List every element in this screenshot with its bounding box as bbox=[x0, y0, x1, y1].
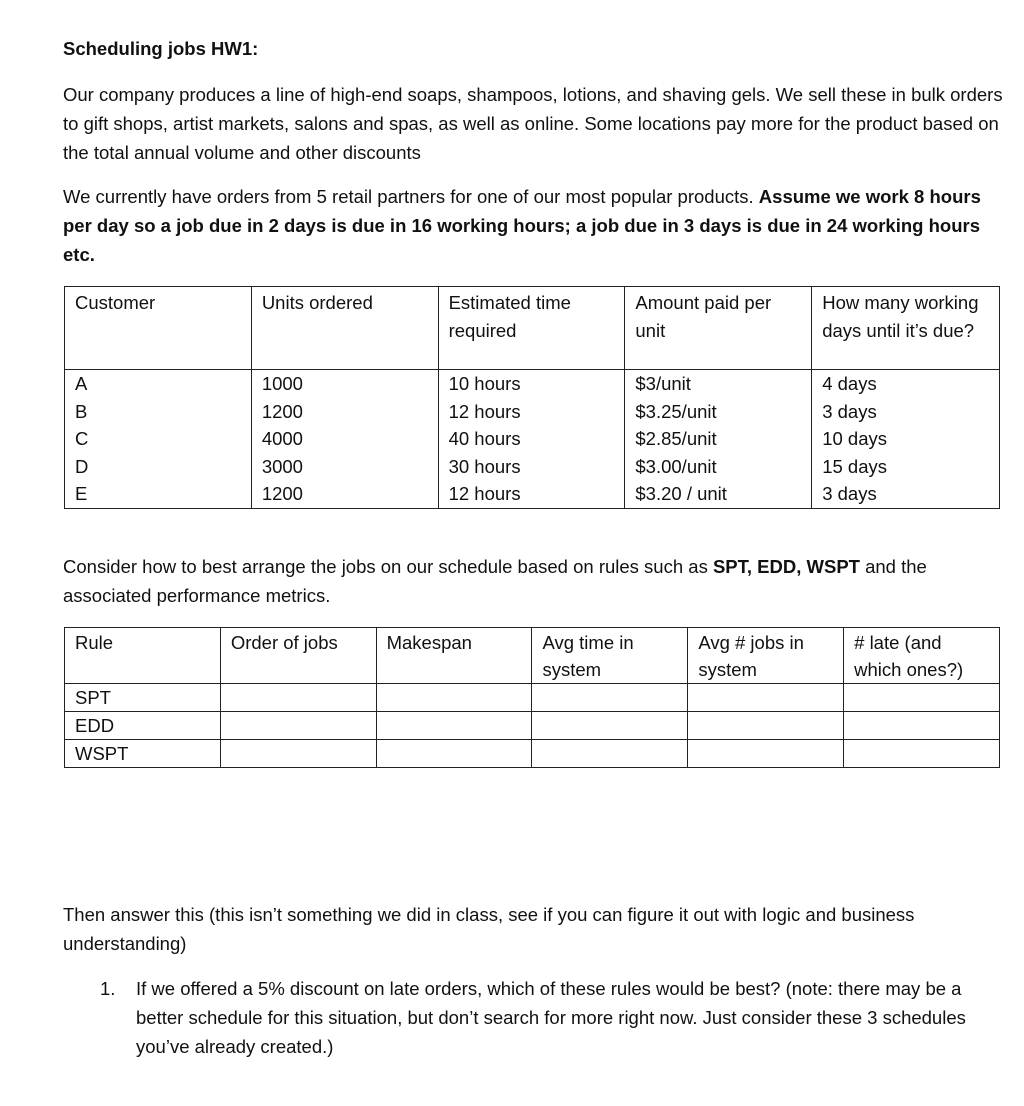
table-row bbox=[65, 425, 1000, 453]
question-text: If we offered a 5% discount on late orders, which of these rules would be best? (note: there may be a better schedule for this situation, but don’t search for more right now. Just consider these 3 schedules you’ve already created.) bbox=[136, 978, 966, 1057]
table-row bbox=[65, 740, 1000, 768]
header-late: # late (and which ones?) bbox=[844, 628, 1000, 684]
table-row bbox=[65, 684, 1000, 712]
orders-intro-bold-text: Assume we work 8 hours per day so a job due in 2 days is due in 16 working hours; a job due in 3 days is due in 24 working hours etc. bbox=[63, 186, 981, 265]
cell-due: 3 days bbox=[812, 398, 1000, 426]
followup-paragraph: Then answer this (this isn’t something we did in class, see if you can figure it out with logic and business understanding) bbox=[63, 904, 915, 954]
header-days-until-due: How many working days until it’s due? bbox=[812, 287, 1000, 370]
header-amount-paid: Amount paid per unit bbox=[625, 287, 812, 370]
cell-empty[interactable] bbox=[532, 740, 688, 768]
cell-empty[interactable] bbox=[376, 684, 532, 712]
cell-units: 1200 bbox=[251, 480, 438, 508]
cell-price: $2.85/unit bbox=[625, 425, 812, 453]
table-row bbox=[65, 398, 1000, 426]
cell-empty[interactable] bbox=[376, 712, 532, 740]
cell-empty[interactable] bbox=[688, 740, 844, 768]
cell-rule: EDD bbox=[65, 712, 221, 740]
rules-intro-bold-text: SPT, EDD, WSPT bbox=[712, 556, 860, 577]
orders-intro-text: We currently have orders from 5 retail partners for one of our most popular products. bbox=[63, 186, 759, 207]
header-order-of-jobs: Order of jobs bbox=[220, 628, 376, 684]
cell-empty[interactable] bbox=[220, 740, 376, 768]
cell-empty[interactable] bbox=[844, 684, 1000, 712]
cell-time: 12 hours bbox=[438, 398, 625, 426]
cell-price: $3/unit bbox=[625, 370, 812, 398]
cell-customer: B bbox=[65, 398, 252, 426]
header-makespan: Makespan bbox=[376, 628, 532, 684]
rules-header-row bbox=[65, 628, 1000, 684]
rules-table bbox=[64, 627, 1000, 768]
cell-due: 4 days bbox=[812, 370, 1000, 398]
cell-units: 3000 bbox=[251, 453, 438, 481]
header-estimated-time: Estimated time required bbox=[438, 287, 625, 370]
cell-empty[interactable] bbox=[220, 712, 376, 740]
table-row bbox=[65, 480, 1000, 508]
orders-table bbox=[64, 286, 1000, 509]
cell-time: 10 hours bbox=[438, 370, 625, 398]
cell-rule: WSPT bbox=[65, 740, 221, 768]
document-title: Scheduling jobs HW1: bbox=[63, 38, 259, 59]
header-avg-time: Avg time in system bbox=[532, 628, 688, 684]
header-customer: Customer bbox=[65, 287, 252, 370]
cell-price: $3.20 / unit bbox=[625, 480, 812, 508]
rules-intro-text-b: and the associated performance metrics. bbox=[63, 556, 927, 606]
cell-empty[interactable] bbox=[376, 740, 532, 768]
intro-paragraph: Our company produces a line of high-end soaps, shampoos, lotions, and shaving gels. We sell these in bulk orders to gift shops, artist markets, salons and spas, as well as online. Some locations pay more for the product based on the total annual volume and other discounts bbox=[63, 84, 1003, 163]
cell-price: $3.25/unit bbox=[625, 398, 812, 426]
cell-due: 10 days bbox=[812, 425, 1000, 453]
orders-intro-paragraph bbox=[63, 182, 1008, 269]
rules-intro-text-a: Consider how to best arrange the jobs on our schedule based on rules such as bbox=[63, 556, 713, 577]
cell-units: 4000 bbox=[251, 425, 438, 453]
table-row bbox=[65, 370, 1000, 398]
cell-empty[interactable] bbox=[532, 684, 688, 712]
cell-time: 12 hours bbox=[438, 480, 625, 508]
header-units-ordered: Units ordered bbox=[251, 287, 438, 370]
cell-due: 15 days bbox=[812, 453, 1000, 481]
cell-due: 3 days bbox=[812, 480, 1000, 508]
cell-customer: C bbox=[65, 425, 252, 453]
orders-header-row bbox=[65, 287, 1000, 370]
rules-intro-paragraph bbox=[63, 552, 1008, 610]
cell-empty[interactable] bbox=[844, 740, 1000, 768]
cell-customer: D bbox=[65, 453, 252, 481]
cell-price: $3.00/unit bbox=[625, 453, 812, 481]
cell-customer: A bbox=[65, 370, 252, 398]
cell-time: 40 hours bbox=[438, 425, 625, 453]
cell-empty[interactable] bbox=[844, 712, 1000, 740]
header-avg-jobs: Avg # jobs in system bbox=[688, 628, 844, 684]
cell-empty[interactable] bbox=[532, 712, 688, 740]
cell-customer: E bbox=[65, 480, 252, 508]
header-rule: Rule bbox=[65, 628, 221, 684]
cell-empty[interactable] bbox=[688, 712, 844, 740]
cell-units: 1000 bbox=[251, 370, 438, 398]
cell-empty[interactable] bbox=[688, 684, 844, 712]
cell-time: 30 hours bbox=[438, 453, 625, 481]
question-number: 1. bbox=[100, 978, 116, 999]
cell-rule: SPT bbox=[65, 684, 221, 712]
cell-units: 1200 bbox=[251, 398, 438, 426]
cell-empty[interactable] bbox=[220, 684, 376, 712]
table-row bbox=[65, 453, 1000, 481]
table-row bbox=[65, 712, 1000, 740]
